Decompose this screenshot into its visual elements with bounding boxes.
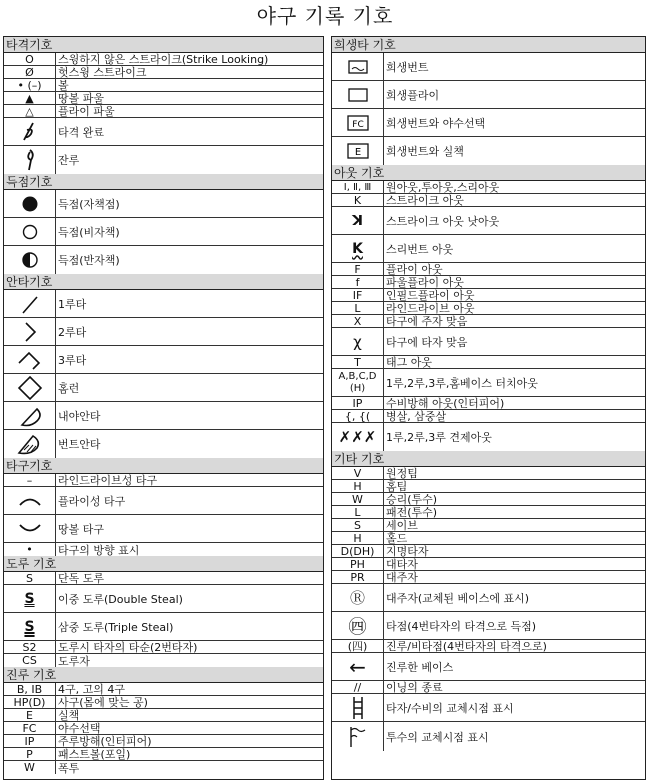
row-symbol: PH [332,558,384,570]
table-row [4,696,323,709]
table-row [332,571,645,584]
row-symbol: HP(D) [4,696,56,708]
table-row [332,722,645,751]
table-row [4,487,323,515]
row-description: 타구에 주자 맞음 [386,315,468,327]
section-header: 안타기호 [4,274,323,290]
row-description: 볼 [58,79,69,91]
table-row [332,558,645,571]
sacrifice-fc-icon [332,109,384,136]
row-description: 땅볼 타구 [58,522,105,536]
table-row [332,235,645,263]
table-row [4,761,323,774]
row-description: 득점(자책점) [58,197,120,211]
table-row [4,66,323,79]
row-description: 대주자(교체된 베이스에 표시) [386,591,530,605]
other-section [332,451,645,751]
row-description: 주루방해(인터피어) [58,735,152,747]
circled-r-symbol: Ⓡ [332,584,384,611]
triple-steal-symbol: S [4,613,56,640]
section-header: 득점기호 [4,174,323,190]
row-symbol: S2 [4,641,56,653]
row-symbol: ▲ [4,92,56,104]
row-symbol: P [4,748,56,760]
table-row [332,545,645,558]
table-row [4,572,323,585]
row-symbol: (四) [332,640,384,652]
row-description: 번트안타 [58,438,101,451]
row-description: 라인드라이브 아웃 [386,302,475,314]
row-description: 진루한 베이스 [386,660,454,674]
row-symbol: – [4,474,56,486]
table-row [332,506,645,519]
row-description: 홈런 [58,381,80,395]
table-row [4,318,323,346]
row-description: 라인드라이브성 타구 [58,474,158,486]
table-row [332,181,645,194]
table-row [332,480,645,493]
ladder-icon [332,694,384,721]
table-row [4,722,323,735]
table-row [332,694,645,722]
batted-ball-section [4,458,323,556]
row-symbol: X [332,315,384,327]
row-symbol: IP [332,397,384,409]
row-description: 병살, 삼중살 [386,410,447,422]
row-description: 희생번트 [386,60,429,74]
infield-hit-icon [4,402,56,429]
table-row [332,53,645,81]
row-description: 1루,2루,3루,홈베이스 터치아웃 [386,376,538,390]
advance-section [4,667,323,774]
table-row [4,346,323,374]
table-row [4,430,323,458]
sacrifice-error-icon [332,137,384,165]
section-header: 타격기호 [4,37,323,53]
row-description: 내야안타 [58,409,101,423]
row-description: 홀드 [386,532,408,544]
row-symbol: W [332,493,384,505]
row-description: 사구(몸에 맞는 공) [58,696,148,708]
table-row [332,397,645,410]
table-row [4,374,323,402]
table-row [332,356,645,369]
table-row [4,735,323,748]
section-header: 진루 기호 [4,667,323,683]
table-row [4,543,323,556]
row-description: 지명타자 [386,545,429,557]
table-row [332,519,645,532]
row-description: 원정팀 [386,467,418,479]
table-row [4,118,323,146]
row-symbol: B, IB [4,683,56,695]
row-description: 4구, 고의 4구 [58,683,125,695]
table-row [332,81,645,109]
row-description: 타격 완료 [58,125,105,139]
table-row [332,263,645,276]
table-row [332,640,645,653]
table-row [4,246,323,274]
table-row [332,423,645,451]
table-row [332,289,645,302]
table-row [4,92,323,105]
empty-circle-icon [4,218,56,245]
table-row [332,653,645,681]
table-row [4,748,323,761]
row-description: 플라이성 타구 [58,494,126,508]
table-row [332,584,645,612]
table-row [4,290,323,318]
row-symbol: f [332,276,384,288]
table-row [332,532,645,545]
home-run-icon [4,374,56,401]
table-row [332,276,645,289]
section-header: 아웃 기호 [332,165,645,181]
row-description: 희생번트와 실책 [386,145,464,158]
batting-complete-icon [4,118,56,145]
table-row [4,402,323,430]
row-symbol: S [332,519,384,531]
row-description: 땅볼 파울 [58,92,105,104]
circled-four-symbol: ㊃ [332,612,384,639]
sacrifice-fly-icon [332,81,384,108]
left-on-base-icon [4,146,56,174]
row-description: 패전(투수) [386,506,438,518]
fly-ball-icon [4,487,56,514]
row-description: 희생번트와 야수선택 [386,116,486,130]
batting-section [4,37,323,174]
half-circle-icon [4,246,56,274]
section-header: 타구기호 [4,458,323,474]
row-symbol: L [332,302,384,314]
row-description: 태그 아웃 [386,356,433,368]
row-description: 진루/비타점(4번타자의 타격으로) [386,640,547,652]
row-description: 타구의 방향 표시 [58,543,140,556]
table-row [332,207,645,235]
pickoff-symbol: ✗✗✗ [332,423,384,451]
ground-ball-icon [4,515,56,542]
row-description: 대주자 [386,571,418,583]
left-arrow-icon: ← [332,653,384,680]
row-symbol: A,B,C,D (H) [332,369,384,396]
filled-circle-icon [4,190,56,217]
row-symbol: K [332,194,384,206]
table-row [4,105,323,118]
row-description: 2루타 [58,325,87,339]
stolen-base-section [4,556,323,667]
row-description: 삼중 도루(Triple Steal) [58,620,174,634]
triple-icon [4,346,56,373]
table-row [332,302,645,315]
pitcher-change-icon [332,722,384,751]
outs-section [332,165,645,451]
row-symbol: D(DH) [332,545,384,557]
row-description: 대타자 [386,558,418,570]
table-row [332,681,645,694]
row-symbol: O [4,53,56,65]
row-symbol: H [332,480,384,492]
row-symbol: Ⅰ, Ⅱ, Ⅲ [332,181,384,193]
reversed-k-symbol: ꓘ [332,207,384,234]
table-row [332,410,645,423]
page-title: 야구 기록 기호 [256,4,394,28]
scoring-section [4,174,323,274]
row-symbol: H [332,532,384,544]
table-row [4,709,323,722]
table-row [4,585,323,613]
table-row [4,474,323,487]
row-description: 원아웃,투아웃,스리아웃 [386,181,500,193]
row-description: 헛스윙 스트라이크 [58,66,147,78]
double-steal-symbol: S [4,585,56,612]
hits-section [4,274,323,458]
row-symbol: V [332,467,384,479]
bunt-hit-icon [4,430,56,458]
sacrifice-section [332,37,645,165]
row-symbol: E [4,709,56,721]
row-symbol: CS [4,654,56,667]
row-symbol: △ [4,105,56,117]
row-description: 파울플라이 아웃 [386,276,464,288]
row-description: 희생플라이 [386,88,440,102]
single-icon [4,290,56,317]
row-symbol: χ [332,328,384,355]
row-symbol: // [332,681,384,693]
row-description: 타자/수비의 교체시점 표시 [386,701,514,715]
section-header: 희생타 기호 [332,37,645,53]
row-description: 인필드플라이 아웃 [386,289,475,301]
row-description: 이중 도루(Double Steal) [58,592,183,606]
row-symbol: IP [4,735,56,747]
table-row [332,137,645,165]
table-row [332,328,645,356]
row-symbol: PR [332,571,384,583]
row-description: 3루타 [58,353,87,367]
table-row [332,194,645,207]
row-description: 스트라이크 아웃 [386,194,464,206]
row-description: 스리번트 아웃 [386,242,454,256]
row-description: 실책 [58,709,80,721]
left-table [3,36,324,780]
table-row [4,218,323,246]
row-description: 투수의 교체시점 표시 [386,730,489,744]
row-description: 득점(비자책) [58,225,120,239]
row-description: 타점(4번타자의 타격으로 득점) [386,619,537,633]
row-symbol: • [4,543,56,556]
table-row [4,641,323,654]
table-row [332,493,645,506]
row-description: 1루,2루,3루 견제아웃 [386,431,492,444]
section-header: 기타 기호 [332,451,645,467]
row-description: 득점(반자책) [58,254,120,267]
row-symbol: Ø [4,66,56,78]
table-row [332,109,645,137]
row-description: 이닝의 종료 [386,681,443,693]
table-row [4,654,323,667]
row-description: 타구에 타자 맞음 [386,335,468,349]
row-symbol: • (–) [4,79,56,91]
row-description: 패스트볼(포일) [58,748,131,760]
row-symbol: W [4,761,56,774]
sacrifice-fc-label: FC [351,119,364,130]
wavy-k-symbol: K [332,235,384,262]
table-row [4,515,323,543]
table-row [4,683,323,696]
row-description: 잔루 [58,154,80,167]
table-row [332,369,645,397]
double-icon [4,318,56,345]
table-row [4,79,323,92]
row-description: 단독 도루 [58,572,105,584]
row-description: 야수선택 [58,722,101,734]
row-description: 스트라이크 아웃 낫아웃 [386,214,500,228]
table-row [4,613,323,641]
row-description: 플라이 아웃 [386,263,443,275]
table-row [4,190,323,218]
row-description: 승리(투수) [386,493,438,505]
row-description: 도루자 [58,654,90,667]
table-row [332,315,645,328]
row-symbol: T [332,356,384,368]
section-header: 도루 기호 [4,556,323,572]
row-symbol: FC [4,722,56,734]
row-symbol: F [332,263,384,275]
sacrifice-bunt-icon [332,53,384,80]
row-symbol: {, {( [332,410,384,422]
row-description: 도루시 타자의 타순(2번타자) [58,641,198,653]
row-description: 스윙하지 않은 스트라이크(Strike Looking) [58,53,269,65]
sacrifice-e-label: E [354,147,361,158]
row-description: 폭투 [58,761,80,774]
row-description: 플라이 파울 [58,105,115,117]
table-row [332,612,645,640]
row-description: 1루타 [58,297,87,311]
right-table [331,36,646,780]
row-description: 홈팀 [386,480,408,492]
table-row [4,53,323,66]
table-row [4,146,323,174]
row-description: 세이브 [386,519,418,531]
table-row [332,467,645,480]
row-symbol: S [4,572,56,584]
row-symbol: L [332,506,384,518]
row-symbol: IF [332,289,384,301]
row-description: 수비방해 아웃(인터피어) [386,397,505,409]
